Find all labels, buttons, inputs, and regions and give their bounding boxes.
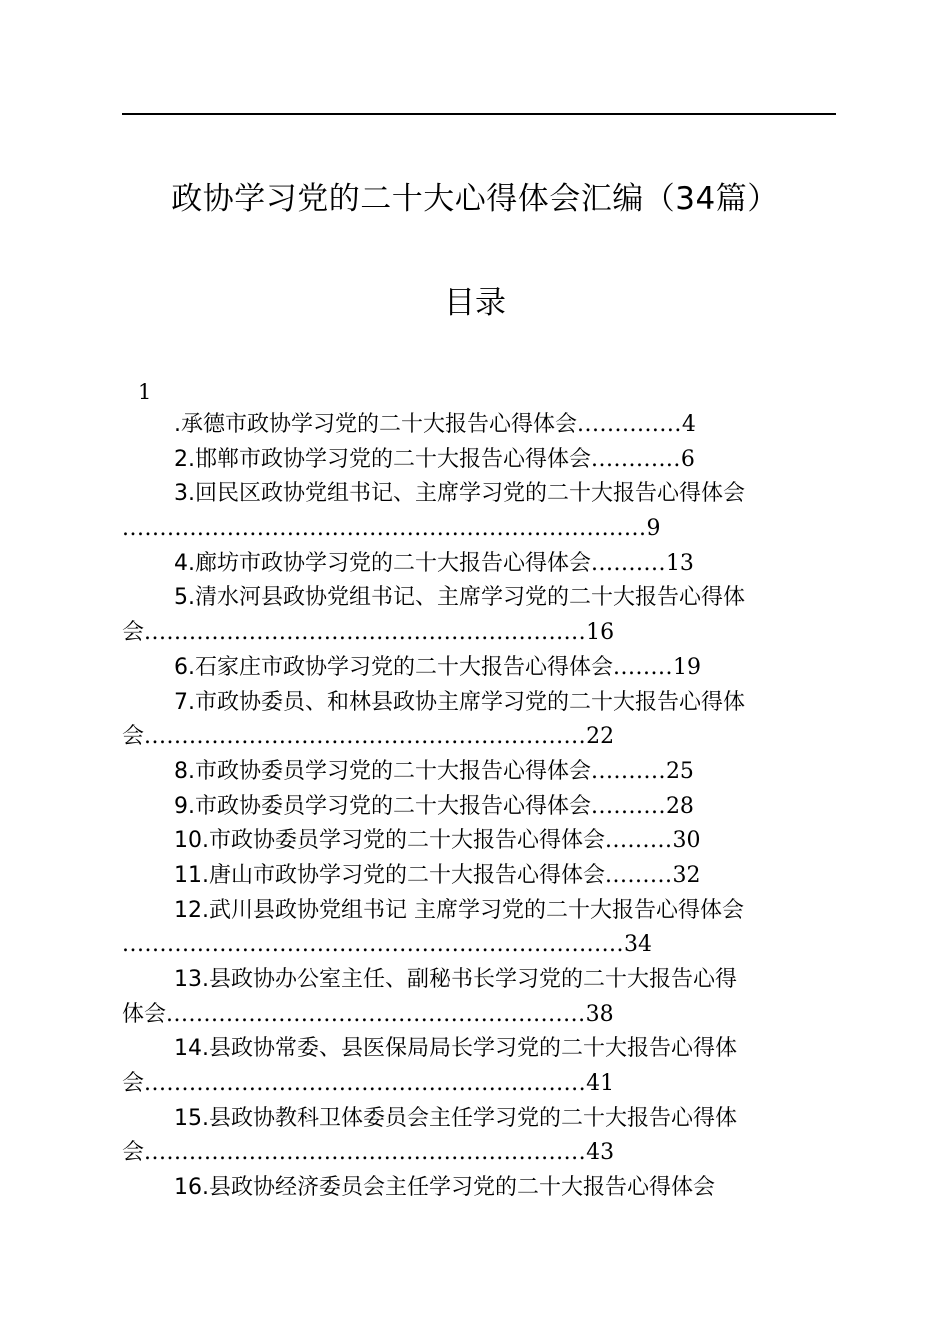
toc-page-number: 43: [586, 1140, 615, 1166]
toc-leader-dots: ........................................................: [166, 1001, 586, 1027]
toc-entry-title: 15.县政协教科卫体委员会主任学习党的二十大报告心得体: [174, 1105, 737, 1131]
toc-entry-title: 16.县政协经济委员会主任学习党的二十大报告心得体会: [174, 1175, 715, 1201]
toc-leader-dots: ........: [613, 654, 673, 680]
document-title: 政协学习党的二十大心得体会汇编（34篇）: [171, 181, 779, 217]
toc-entry[interactable]: [122, 1032, 836, 1101]
toc-entry-title-continued: 会: [122, 620, 145, 646]
toc-entry-title: 13.县政协办公室主任、副秘书长学习党的二十大报告心得: [174, 967, 737, 992]
toc-entry-title-continued: 会: [122, 1140, 145, 1166]
toc-page-number: 19: [672, 654, 701, 680]
toc-entry[interactable]: [122, 686, 836, 755]
toc-entry[interactable]: [122, 755, 836, 790]
toc-entry[interactable]: [122, 824, 836, 859]
table-of-contents: [122, 408, 836, 1206]
toc-leader-dots: ............: [591, 446, 681, 472]
toc-entry[interactable]: [122, 859, 836, 894]
toc-page-number: 22: [586, 724, 615, 750]
toc-entry[interactable]: [122, 1171, 836, 1206]
toc-leader-dots: ...................................................................: [122, 932, 625, 958]
toc-page-number: 30: [672, 828, 701, 854]
toc-page-number: 25: [665, 758, 694, 784]
toc-page-number: 6: [680, 446, 695, 472]
toc-entry[interactable]: [122, 894, 836, 963]
toc-page-number: 9: [646, 516, 661, 542]
toc-entry[interactable]: [122, 477, 836, 546]
toc-page-number: 38: [585, 1001, 614, 1027]
toc-leader-dots: ..........: [591, 550, 666, 576]
toc-entry[interactable]: [122, 963, 836, 1032]
toc-entry[interactable]: [122, 581, 836, 650]
toc-entry[interactable]: [122, 651, 836, 686]
toc-page-number: 13: [665, 550, 694, 576]
toc-entry-title: 3.回民区政协党组书记、主席学习党的二十大报告心得体会: [174, 481, 745, 507]
toc-leader-dots: .........: [605, 828, 673, 854]
toc-entry-title: 9.市政协委员学习党的二十大报告心得体会: [174, 793, 591, 819]
toc-leader-dots: .........: [605, 862, 673, 888]
toc-entry[interactable]: [122, 443, 836, 478]
toc-leader-dots: ...........................................................: [144, 620, 587, 646]
toc-page-number: 34: [624, 932, 653, 958]
toc-entry-title: 7.市政协委员、和林县政协主席学习党的二十大报告心得体: [174, 689, 745, 715]
toc-leader-dots: ...........................................................: [144, 1140, 587, 1166]
toc-entry-title: 5.清水河县政协党组书记、主席学习党的二十大报告心得体: [174, 585, 745, 611]
stray-number: 1: [138, 380, 152, 404]
toc-leader-dots: ..............: [577, 412, 682, 437]
toc-heading: 目录: [444, 285, 506, 321]
toc-entry-title: 11.唐山市政协学习党的二十大报告心得体会: [174, 862, 605, 888]
top-rule: [122, 113, 836, 115]
toc-entry-title: 8.市政协委员学习党的二十大报告心得体会: [174, 758, 591, 784]
toc-entry-title: 2.邯郸市政协学习党的二十大报告心得体会: [174, 446, 591, 472]
toc-leader-dots: ...........................................................: [144, 1071, 587, 1097]
toc-leader-dots: ...........................................................: [144, 724, 587, 750]
toc-page-number: 28: [665, 793, 694, 819]
toc-page-number: 16: [586, 620, 615, 646]
toc-entry[interactable]: [122, 1102, 836, 1171]
toc-entry-title: 14.县政协常委、县医保局局长学习党的二十大报告心得体: [174, 1036, 737, 1062]
toc-leader-dots: ..........: [591, 793, 666, 819]
toc-leader-dots: ......................................................................: [122, 516, 647, 542]
toc-entry-title: 10.市政协委员学习党的二十大报告心得体会: [174, 828, 605, 854]
toc-entry[interactable]: [122, 547, 836, 582]
toc-page-number: 4: [681, 412, 696, 437]
toc-entry-title: .承德市政协学习党的二十大报告心得体会: [174, 412, 577, 437]
toc-entry[interactable]: [122, 408, 836, 443]
toc-page-number: 41: [586, 1071, 615, 1097]
toc-page-number: 32: [672, 862, 701, 888]
toc-leader-dots: ..........: [591, 758, 666, 784]
toc-entry-title-continued: 会: [122, 724, 145, 750]
toc-entry[interactable]: [122, 790, 836, 825]
toc-entry-title-continued: 体会: [122, 1001, 167, 1027]
toc-entry-title: 4.廊坊市政协学习党的二十大报告心得体会: [174, 550, 591, 576]
toc-entry-title: 6.石家庄市政协学习党的二十大报告心得体会: [174, 654, 613, 680]
toc-entry-title: 12.武川县政协党组书记 主席学习党的二十大报告心得体会: [174, 897, 744, 923]
toc-entry-title-continued: 会: [122, 1071, 145, 1097]
